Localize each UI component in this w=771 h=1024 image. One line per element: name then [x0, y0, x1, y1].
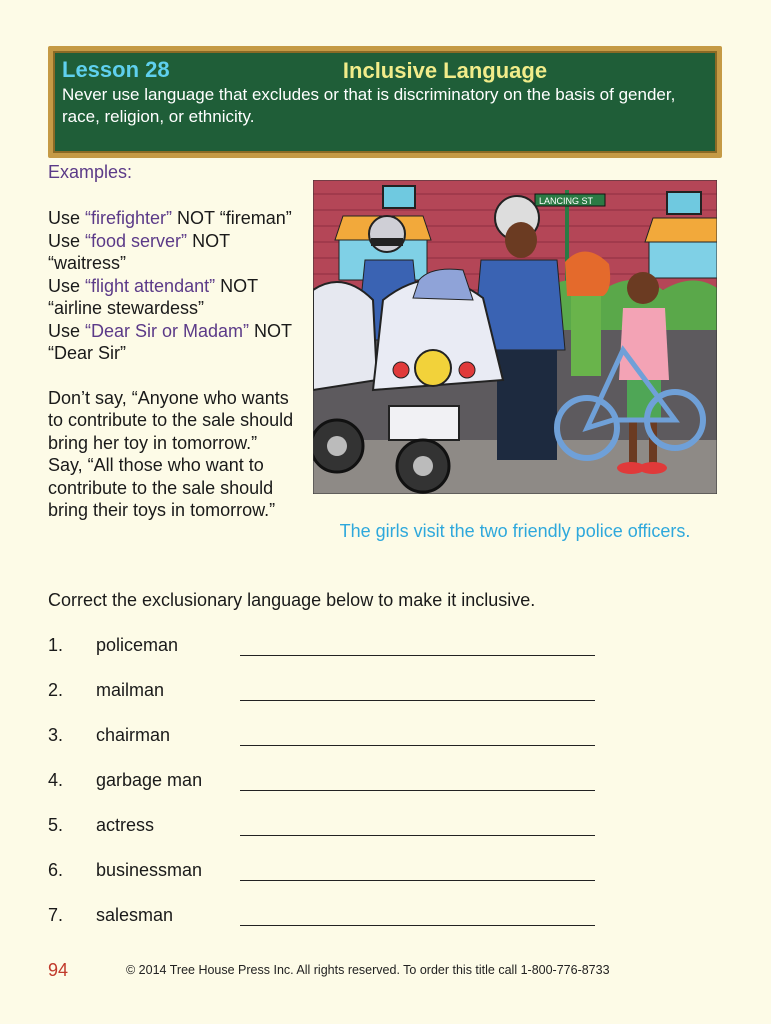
example-item: Use “Dear Sir or Madam” NOT “Dear Sir” — [48, 320, 292, 363]
exercise-word: mailman — [96, 680, 165, 700]
exercise-number: 2. — [48, 680, 64, 700]
preferred-term: “Dear Sir or Madam” — [85, 320, 250, 341]
examples-heading: Examples: — [48, 162, 133, 182]
lesson-header-board — [48, 46, 722, 158]
answer-blank[interactable] — [240, 880, 595, 881]
exercise-instruction: Correct the exclusionary language below to make it inclusive. — [48, 590, 536, 610]
exercise-item — [48, 815, 608, 839]
example-item: Use “firefighter” NOT “fireman” — [48, 208, 292, 228]
examples-column — [48, 207, 303, 522]
exercise-item — [48, 770, 608, 794]
exercise-number: 3. — [48, 725, 64, 745]
exercise-number: 7. — [48, 905, 64, 925]
exercise-word: chairman — [96, 725, 171, 745]
police-illustration — [313, 180, 717, 494]
answer-blank[interactable] — [240, 925, 595, 926]
answer-blank[interactable] — [240, 790, 595, 791]
exercise-number: 4. — [48, 770, 64, 790]
dont-say-example: Don’t say, “Anyone who wants to contribute to the sale should bring her toy in tomorrow.” — [48, 387, 294, 453]
say-example: Say, “All those who want to contribute to the sale should bring their toys in tomorrow.” — [48, 455, 276, 520]
answer-blank[interactable] — [240, 835, 595, 836]
street-sign-text: LANCING ST — [539, 196, 594, 206]
lesson-title: Inclusive Language — [342, 58, 548, 83]
answer-blank[interactable] — [240, 655, 595, 656]
exercise-number: 6. — [48, 860, 64, 880]
exercise-item — [48, 635, 608, 659]
exercise-item — [48, 680, 608, 704]
exercise-item — [48, 725, 608, 749]
exercise-word: garbage man — [96, 770, 203, 790]
answer-blank[interactable] — [240, 700, 595, 701]
copyright-footer: © 2014 Tree House Press Inc. All rights reserved. To order this title call 1-800-776-8733 — [126, 963, 610, 977]
example-item: Use “flight attendant” NOT “airline stewardess” — [48, 275, 258, 318]
exercise-number: 1. — [48, 635, 64, 655]
exercise-word: actress — [96, 815, 155, 835]
preferred-term: “food server” — [85, 230, 188, 251]
preferred-term: “flight attendant” — [85, 275, 216, 296]
illustration-caption: The girls visit the two friendly police officers. — [339, 521, 691, 541]
exercise-word: policeman — [96, 635, 179, 655]
exercise-word: businessman — [96, 860, 203, 880]
exercise-word: salesman — [96, 905, 174, 925]
exercise-item — [48, 860, 608, 884]
page-number: 94 — [48, 960, 69, 980]
lesson-number: Lesson 28 — [62, 57, 170, 82]
answer-blank[interactable] — [240, 745, 595, 746]
exercise-number: 5. — [48, 815, 64, 835]
exercise-item — [48, 905, 608, 929]
lesson-description: Never use language that excludes or that is discriminatory on the basis of gender, race, religion, or ethnicity. — [62, 85, 676, 126]
example-item: Use “food server” NOT “waitress” — [48, 230, 230, 273]
preferred-term: “firefighter” — [85, 208, 173, 228]
